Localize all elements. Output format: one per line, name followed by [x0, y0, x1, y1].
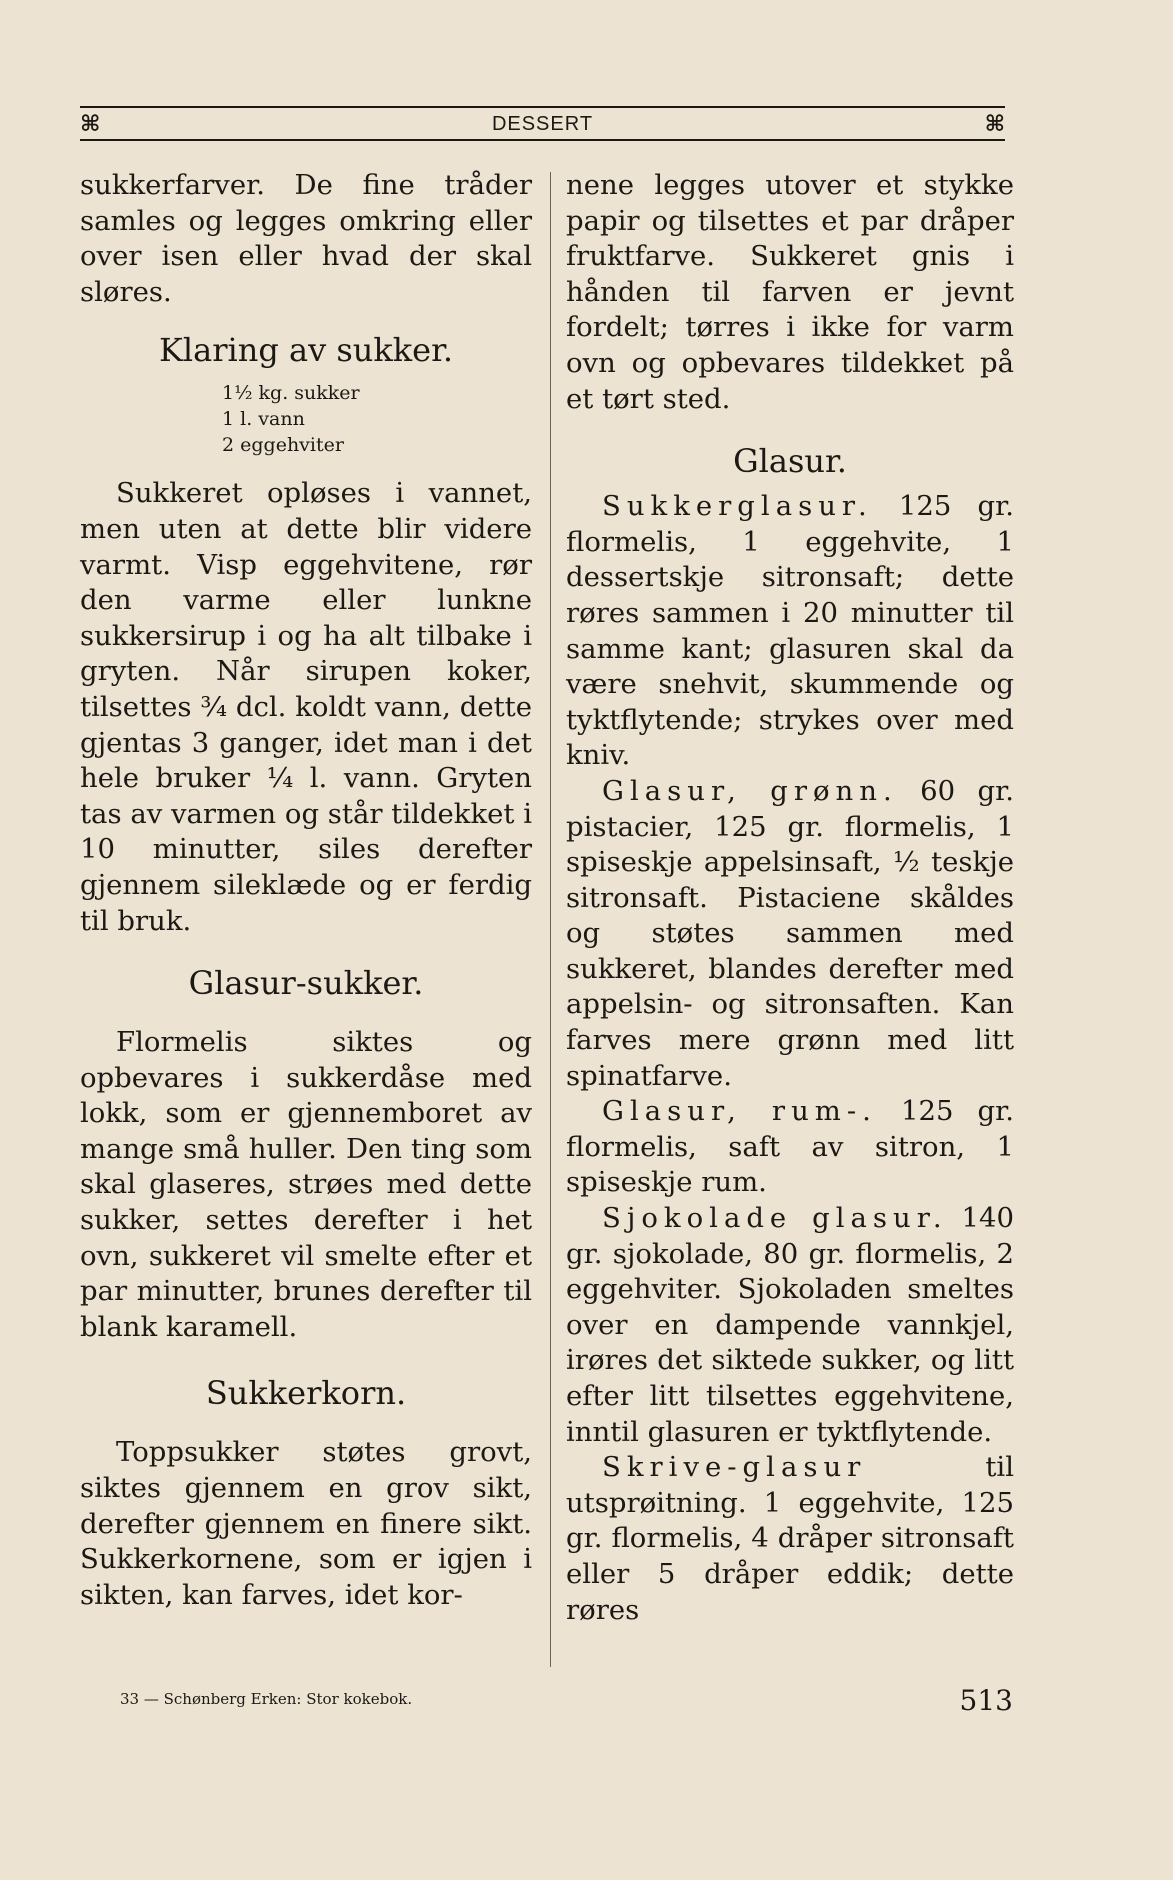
sukkerkorn-paragraph: Toppsukker støtes grovt, siktes gjennem en grov sikt, derefter gjennem en finere sikt. Sukkerkornene, som er igjen i sikten, kan farves, idet kor- — [80, 1436, 532, 1611]
glasursukker-paragraph: Flormelis siktes og opbevares i sukkerdåse med lokk, som er gjennemboret av mange små huller. Den ting som skal glaseres, strøes med dette sukker, settes derefter i het ovn, sukkeret vil smelte efter et par minutter, brunes derefter til blank karamell. — [80, 1026, 532, 1343]
recipe-label: Sukkerglasur. — [602, 490, 873, 523]
recipe-text: 125 gr. flormelis, 1 eggehvite, 1 dessertskje sitronsaft; dette røres sammen i 20 minutter til samme kant; glasuren skal da være snehvit, skummende og tyktflytende; strykes over med kniv. — [566, 490, 1014, 772]
header-title: DESSERT — [491, 113, 594, 135]
section-title-klaring: Klaring av sukker. — [158, 331, 454, 370]
section-title-glasur: Glasur. — [733, 442, 847, 481]
header-ornament-right: ⌘ — [984, 111, 1005, 137]
recipe-text: 140 gr. sjokolade, 80 gr. flormelis, 2 eggehviter. Sjokoladen smeltes over en dampende vannkjel, irøres det siktede sukker, og litt efter litt tilsettes eggehvitene, inntil glasuren er tyktflytende. — [566, 1202, 1014, 1448]
recipe-label: Sjokolade glasur. — [602, 1202, 948, 1235]
section-title-sukkerkorn: Sukkerkorn. — [205, 1374, 407, 1413]
right-column — [566, 168, 1014, 1628]
recipe-glasur-gronn — [566, 774, 1014, 1094]
recipe-label: Glasur, grønn. — [602, 774, 898, 807]
recipe-label: Skrive-glasur — [602, 1451, 867, 1484]
recipe-sukkerglasur — [566, 489, 1014, 774]
intro-paragraph: sukkerfarver. De fine tråder samles og legges omkring eller over isen eller hvad der skal sløres. — [80, 169, 532, 308]
header-rule-bottom — [80, 139, 1005, 141]
recipe-sjokolade-glasur — [566, 1201, 1014, 1450]
ingredient-item: 1½ kg. sukker — [222, 382, 360, 405]
recipe-glasur-rum — [566, 1094, 1014, 1201]
page-number: 513 — [959, 1684, 1013, 1717]
left-column — [80, 168, 532, 1613]
footer-signature: 33 — Schønberg Erken: Stor kokebok. — [120, 1690, 413, 1708]
continuation-paragraph: nene legges utover et stykke papir og tilsettes et par dråper fruktfarve. Sukkeret gnis i hånden til farven er jevnt fordelt; tørres i ikke for varm ovn og opbevares tildekket på et tørt sted. — [566, 169, 1014, 415]
section-title-glasursukker: Glasur-sukker. — [188, 964, 424, 1003]
recipe-skrive-glasur — [566, 1450, 1014, 1628]
recipe-text: 125 gr. flormelis, saft av sitron, 1 spiseskje rum. — [566, 1095, 1014, 1199]
recipe-label: Glasur, rum-. — [602, 1095, 877, 1128]
recipe-text: 60 gr. pistacier, 125 gr. flormelis, 1 spiseskje appelsinsaft, ½ teskje sitronsaft. Pistaciene skåldes og støtes sammen med sukkeret, blandes derefter med appelsin- og sitronsaften. Kan farves mere grønn med litt spinatfarve. — [566, 774, 1014, 1092]
running-header — [80, 110, 1005, 138]
ingredient-item: 1 l. vann — [222, 408, 305, 431]
header-ornament-left: ⌘ — [80, 111, 101, 137]
klaring-paragraph: Sukkeret opløses i vannet, men uten at dette blir videre varmt. Visp eggehvitene, rør den varme eller lunkne sukkersirup i og ha alt tilbake i gryten. Når sirupen koker, tilsettes ¾ dcl. koldt vann, dette gjentas 3 ganger, idet man i det hele bruker ¼ l. vann. Gryten tas av varmen og står tildekket i 10 minutter, siles derefter gjennem sileklæde og er ferdig til bruk. — [80, 477, 532, 937]
ingredient-item: 2 eggehviter — [222, 434, 344, 457]
recipe-text: til utsprøitning. 1 eggehvite, 125 gr. flormelis, 4 dråper sitronsaft eller 5 dråper eddik; dette røres — [566, 1451, 1014, 1626]
column-divider — [550, 172, 551, 1667]
header-rule-top — [80, 106, 1005, 108]
ingredient-list — [80, 380, 532, 458]
